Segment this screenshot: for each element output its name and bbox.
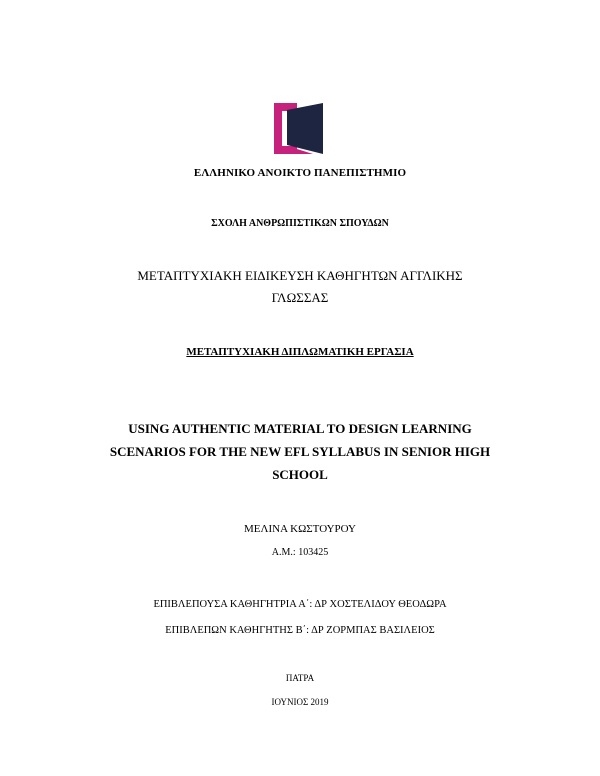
program-name: [0, 265, 600, 309]
thesis-type: ΜΕΤΑΠΤΥΧΙΑΚΗ ΔΙΠΛΩΜΑΤΙΚΗ ΕΡΓΑΣΙΑ: [186, 346, 414, 358]
thesis-title: [0, 417, 600, 486]
registration-number: Α.Μ.: 103425: [271, 547, 329, 558]
thesis-title-line-2: SCENARIOS FOR THE NEW EFL SYLLABUS IN SENIOR HIGH: [109, 444, 491, 459]
program-name-line-2: ΓΛΩΣΣΑΣ: [271, 290, 329, 305]
city: ΠΑΤΡΑ: [285, 673, 315, 683]
supervisor-a: ΕΠΙΒΛΕΠΟΥΣΑ ΚΑΘΗΓΗΤΡΙΑ Α΄: ΔΡ ΧΟΣΤΕΛΙΔΟΥ ΘΕΟΔΩΡΑ: [153, 599, 447, 610]
thesis-title-line-3: SCHOOL: [272, 467, 328, 482]
program-name-line-1: ΜΕΤΑΠΤΥΧΙΑΚΗ ΕΙΔΙΚΕΥΣΗ ΚΑΘΗΓΗΤΩΝ ΑΓΓΛΙΚΗΣ: [137, 268, 463, 283]
supervisor-b: ΕΠΙΒΛΕΠΩΝ ΚΑΘΗΓΗΤΗΣ Β΄: ΔΡ ΖΟΡΜΠΑΣ ΒΑΣΙΛΕΙΟΣ: [165, 625, 435, 636]
thesis-title-line-1: USING AUTHENTIC MATERIAL TO DESIGN LEARNING: [128, 421, 472, 436]
university-book-logo-icon: [273, 101, 325, 155]
university-name: ΕΛΛΗΝΙΚΟ ΑΝΟΙΚΤΟ ΠΑΝΕΠΙΣΤΗΜΙΟ: [193, 167, 407, 179]
school-name: ΣΧΟΛΗ ΑΝΘΡΩΠΙΣΤΙΚΩΝ ΣΠΟΥΔΩΝ: [211, 218, 389, 229]
author-name: ΜΕΛΙΝΑ ΚΩΣΤΟΥΡΟΥ: [243, 523, 356, 535]
date: ΙΟΥΝΙΟΣ 2019: [271, 697, 329, 707]
